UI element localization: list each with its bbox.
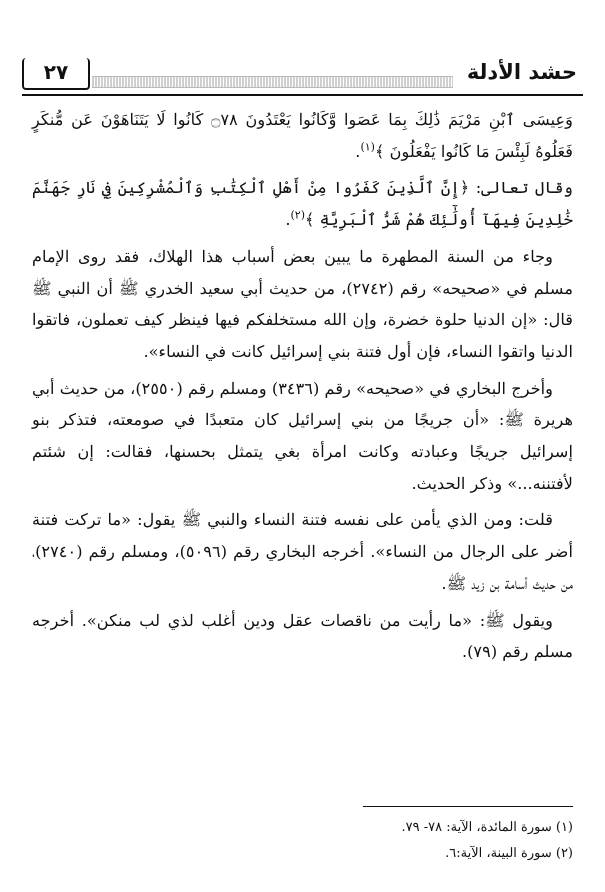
main-text: [32, 104, 573, 673]
paragraph-end: .: [285, 210, 291, 230]
footnote-2: (٢) سورة البينة، الآية:٦.: [445, 846, 573, 861]
paragraph-hadith-2: وأخرج البخاري في «صحيحه» رقم (٣٤٣٦) ومسلم رقم (٢٥٥٠)، من حديث أبي هريرة ﷺ: «أن جريجًا من بني إسرائيل كان متعبدًا في صومعته، فتذكر بنو إسرائيل جريجًا وعبادته وكانت امرأة بغي يتمثل بحسنها، فقالت: إن شئتم لأفتننه...» وذكر الحديث.: [32, 378, 573, 493]
paragraph-end: .: [355, 141, 361, 161]
footnote-1: (١) سورة المائدة، الآية: ٧٨- ٧٩.: [401, 820, 573, 835]
running-title: حشد الأدلة: [466, 60, 577, 84]
footnote-marker: (١): [360, 140, 375, 154]
paragraph-commentary: قلت: ومن الذي يأمن على نفسه فتنة النساء والنبي ﷺ يقول: «ما تركت فتنة أضر على الرجال من النساء». أخرجه البخاري رقم (٥٠٩٦)، ومسلم رقم (٢٧٤٠)، من حديث أسامة بن زيد ﷺ.: [32, 510, 573, 593]
page-header: [22, 58, 583, 94]
page-number: ٢٧: [22, 58, 90, 90]
footnotes: [32, 815, 573, 867]
header-rule: [22, 94, 583, 96]
paragraph-verse-1: [32, 104, 573, 167]
header-ornament: [92, 76, 453, 88]
paragraph-text: وَعِيسَى ٱبْنِ مَرْيَمَ ذَٰلِكَ بِمَا عَصَوا وَّكَانُوا يَعْتَدُونَ ۝٧٨ كَانُوا لَا يَتَنَاهَوْنَ عَن مُّنكَرٍ فَعَلُوهُ لَبِئْسَ مَا كَانُوا يَفْعَلُونَ ﴾: [32, 110, 573, 161]
paragraph-hadith-3: ويقول ﷺ: «ما رأيت من ناقصات عقل ودين أغلب لذي لب منكن». أخرجه مسلم رقم (٧٩).: [32, 610, 573, 662]
paragraph-verse-2: [32, 172, 573, 235]
footnote-separator: [363, 806, 573, 807]
paragraph-hadith-1: وجاء من السنة المطهرة ما يبين بعض أسباب هذا الهلاك، فقد روى الإمام مسلم في «صحيحه» رقم (٢٧٤٢)، من حديث أبي سعيد الخدري ﷺ أن النبي ﷺ قال: «إن الدنيا حلوة خضرة، وإن الله مستخلفكم فيها فينظر كيف تعملون، فاتقوا الدنيا واتقوا النساء، فإن أول فتنة بني إسرائيل كانت في النساء».: [32, 246, 573, 361]
footnote-marker: (٢): [290, 208, 305, 222]
paragraph-text: وقال تعالى: ﴿إِنَّ ٱلَّذِينَ كَفَرُوا مِنْ أَهْلِ ٱلْكِتَٰبِ وَٱلْمُشْرِكِينَ فِي نَارِ جَهَنَّمَ خَٰلِدِينَ فِيهَآ أُولَٰٓئِكَ هُمْ شَرُّ ٱلْبَرِيَّةِ ﴾: [32, 178, 573, 230]
